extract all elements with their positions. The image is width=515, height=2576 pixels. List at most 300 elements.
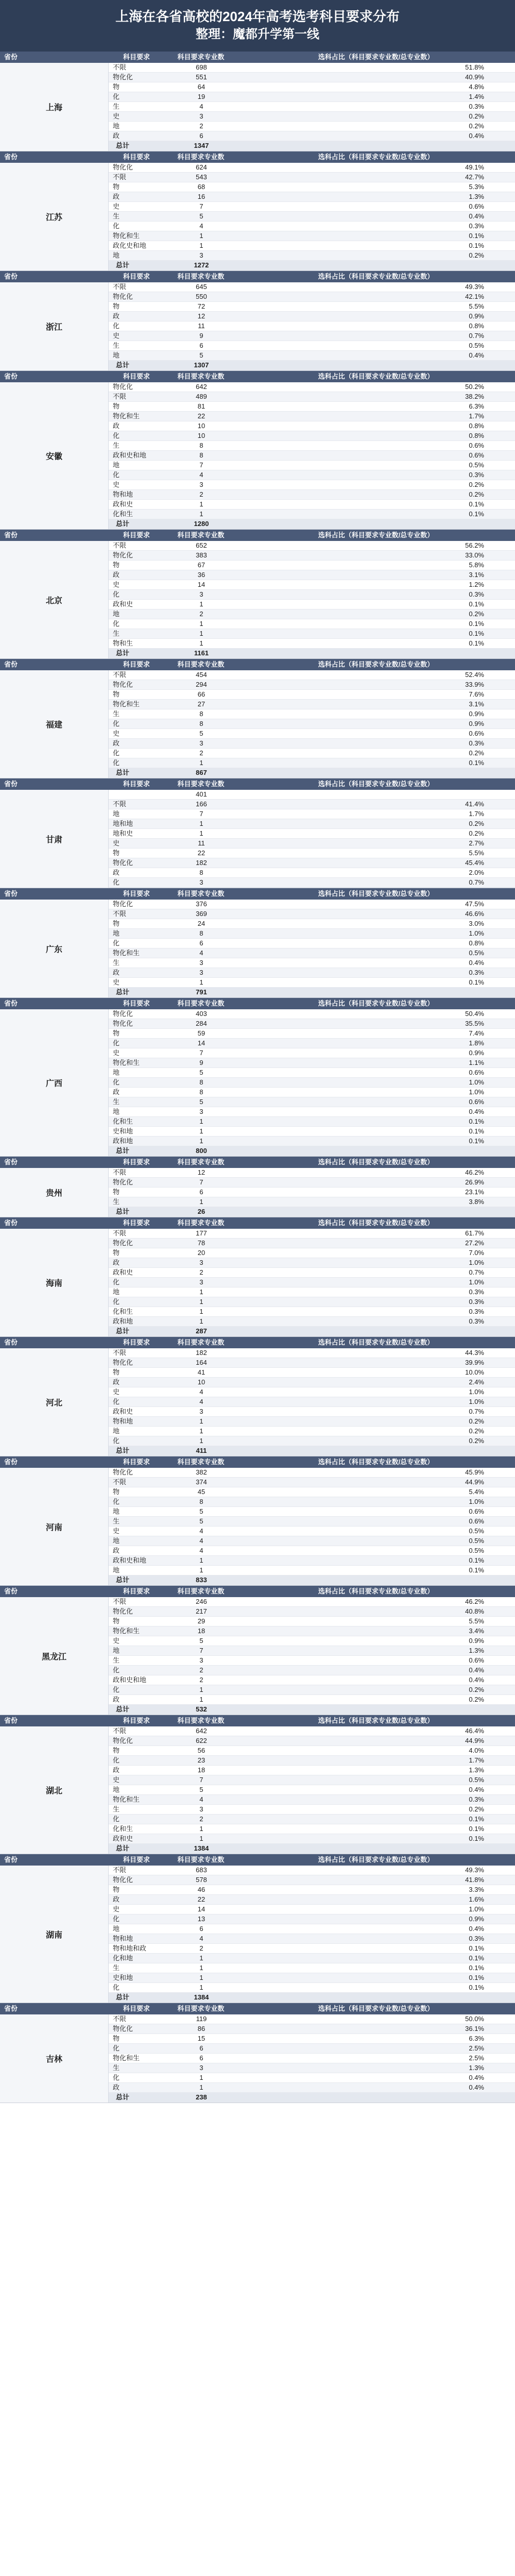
table-header-row [0, 271, 515, 282]
share-cell: 0.2% [469, 820, 484, 827]
requirement-cell: 史 [113, 481, 120, 488]
header-province: 省份 [4, 153, 18, 161]
requirement-cell: 化 [113, 1984, 120, 1991]
header-count: 科目要求专业数 [177, 1458, 225, 1466]
count-cell: 6 [199, 342, 203, 349]
share-cell: 0.1% [469, 1825, 484, 1833]
share-cell: 5.5% [469, 302, 484, 310]
header-requirement: 科目要求 [123, 1856, 150, 1863]
table-row [109, 570, 515, 580]
share-cell: 47.5% [465, 900, 484, 908]
requirement-cell: 物化化 [113, 1239, 133, 1247]
share-cell: 40.8% [465, 1607, 484, 1615]
table-row [109, 510, 515, 519]
header-share: 选科占比（科目要求专业数/总专业数） [318, 1856, 434, 1863]
count-cell: 19 [197, 93, 205, 100]
count-cell: 13 [197, 1915, 205, 1923]
total-share [237, 519, 515, 529]
requirement-cell: 化 [113, 1298, 120, 1306]
count-cell: 2 [199, 610, 203, 618]
province-section [0, 1337, 515, 1456]
requirement-cell: 物化和生 [113, 412, 140, 420]
requirement-cell: 地 [113, 1069, 120, 1076]
count-cell: 3 [199, 481, 203, 488]
count-cell: 4 [199, 1795, 203, 1803]
table-row [109, 1487, 515, 1497]
requirement-cell: 政和地 [113, 1137, 133, 1145]
requirement-cell: 物 [113, 1368, 120, 1376]
table-row [109, 312, 515, 321]
province-name: 黑龙江 [0, 1597, 109, 1715]
requirement-cell: 物 [113, 1747, 120, 1754]
table-row [109, 1536, 515, 1546]
header-requirement: 科目要求 [123, 531, 150, 539]
table-row [109, 1766, 515, 1775]
share-cell: 1.0% [469, 1905, 484, 1913]
share-cell: 3.1% [469, 700, 484, 708]
count-cell: 642 [196, 383, 207, 391]
header-province: 省份 [4, 1219, 18, 1227]
requirement-cell: 生 [113, 959, 120, 967]
table-header-row [0, 998, 515, 1009]
share-cell: 41.4% [465, 800, 484, 808]
header-count: 科目要求专业数 [177, 531, 225, 539]
table-row [109, 1626, 515, 1636]
total-label: 总计 [116, 261, 130, 269]
table-row [109, 302, 515, 312]
title-banner [0, 0, 515, 52]
province-name: 安徽 [0, 382, 109, 529]
share-cell: 0.3% [469, 1298, 484, 1306]
total-count: 867 [196, 769, 207, 776]
requirement-cell: 化 [113, 1278, 120, 1286]
requirement-cell: 生 [113, 103, 120, 110]
requirement-cell: 政和史 [113, 1408, 133, 1415]
count-cell: 27 [197, 700, 205, 708]
requirement-cell: 史 [113, 839, 120, 847]
requirement-cell: 化和生 [113, 510, 133, 518]
count-cell: 217 [196, 1607, 207, 1615]
requirement-cell: 政 [113, 1259, 120, 1266]
requirement-cell: 物化化 [113, 1178, 133, 1186]
table-row [109, 182, 515, 192]
requirement-cell: 地 [113, 461, 120, 469]
share-cell: 1.8% [469, 1039, 484, 1047]
requirement-cell: 物化和生 [113, 700, 140, 708]
count-cell: 2 [199, 1268, 203, 1276]
requirement-cell: 政和史 [113, 1268, 133, 1276]
table-row [109, 1058, 515, 1068]
table-row [109, 1527, 515, 1536]
share-cell: 52.4% [465, 671, 484, 679]
table-row [109, 1407, 515, 1417]
count-cell: 5 [199, 1069, 203, 1076]
share-cell: 40.9% [465, 73, 484, 81]
table-row [109, 700, 515, 709]
province-section [0, 659, 515, 778]
table-row [109, 1088, 515, 1097]
header-requirement: 科目要求 [123, 153, 150, 161]
total-count: 833 [196, 1576, 207, 1584]
total-row [109, 1705, 515, 1715]
requirement-cell: 地 [113, 1108, 120, 1115]
count-cell: 2 [199, 1815, 203, 1823]
table-row [109, 629, 515, 639]
share-cell: 0.6% [469, 202, 484, 210]
requirement-cell: 史 [113, 1388, 120, 1396]
requirement-cell: 生 [113, 630, 120, 637]
count-cell: 3 [199, 878, 203, 886]
table-row [109, 580, 515, 590]
requirement-cell: 生 [113, 212, 120, 220]
share-cell: 49.3% [465, 283, 484, 291]
table-row [109, 1775, 515, 1785]
share-cell: 0.4% [469, 959, 484, 967]
requirement-cell: 政 [113, 1378, 120, 1386]
table-row [109, 112, 515, 122]
total-count: 1347 [194, 142, 209, 149]
count-cell: 182 [196, 859, 207, 867]
table-row [109, 1756, 515, 1766]
header-share: 选科占比（科目要求专业数/总专业数） [318, 1338, 434, 1346]
total-row [109, 1446, 515, 1456]
header-count: 科目要求专业数 [177, 1219, 225, 1227]
share-cell: 36.1% [465, 2025, 484, 2032]
province-section [0, 1217, 515, 1337]
count-cell: 1 [199, 1825, 203, 1833]
requirement-cell: 物化化 [113, 551, 133, 559]
count-cell: 1 [199, 759, 203, 767]
header-requirement: 科目要求 [123, 999, 150, 1007]
requirement-cell: 化和生 [113, 1117, 133, 1125]
count-cell: 1 [199, 232, 203, 240]
share-cell: 0.5% [469, 342, 484, 349]
table-row [109, 480, 515, 490]
table-row [109, 382, 515, 392]
requirement-cell: 史和地 [113, 1974, 133, 1981]
count-cell: 622 [196, 1737, 207, 1744]
share-cell: 0.2% [469, 829, 484, 837]
count-cell: 11 [198, 839, 205, 847]
count-cell: 2 [199, 749, 203, 757]
count-cell: 8 [199, 1078, 203, 1086]
table-row [109, 82, 515, 92]
count-cell: 68 [197, 183, 205, 191]
count-cell: 624 [196, 163, 207, 171]
share-cell: 0.3% [469, 1288, 484, 1296]
share-cell: 0.1% [469, 232, 484, 240]
total-count: 1161 [194, 649, 209, 657]
table-row [109, 1607, 515, 1617]
total-share [237, 261, 515, 270]
total-share [237, 1207, 515, 1216]
header-requirement: 科目要求 [123, 2005, 150, 2012]
table-row [109, 958, 515, 968]
share-cell: 38.2% [465, 393, 484, 400]
share-cell: 1.7% [469, 810, 484, 818]
count-cell: 24 [197, 920, 205, 927]
province-section [0, 151, 515, 271]
share-cell: 46.2% [465, 1168, 484, 1176]
requirement-cell: 化 [113, 1039, 120, 1047]
count-cell: 1 [199, 1964, 203, 1972]
count-cell: 45 [197, 1488, 205, 1496]
count-cell: 1 [199, 1556, 203, 1564]
header-share: 选科占比（科目要求专业数/总专业数） [318, 1219, 434, 1227]
requirement-cell: 政 [113, 739, 120, 747]
requirement-cell: 化 [113, 432, 120, 439]
requirement-cell: 生 [113, 342, 120, 349]
share-cell: 0.1% [469, 1964, 484, 1972]
table-row [109, 292, 515, 302]
requirement-cell: 政 [113, 1895, 120, 1903]
share-cell: 0.1% [469, 1556, 484, 1564]
requirement-cell: 化 [113, 1756, 120, 1764]
province-name: 吉林 [0, 2014, 109, 2103]
table-row [109, 1358, 515, 1368]
share-cell: 1.0% [469, 1278, 484, 1286]
share-cell: 23.1% [465, 1188, 484, 1196]
header-count: 科目要求专业数 [177, 1338, 225, 1346]
table-row [109, 1726, 515, 1736]
total-row [109, 361, 515, 370]
share-cell: 0.5% [469, 1776, 484, 1784]
share-cell: 10.0% [465, 1368, 484, 1376]
requirement-cell: 地 [113, 810, 120, 818]
count-cell: 8 [199, 869, 203, 876]
count-cell: 8 [199, 442, 203, 449]
requirement-cell: 政 [113, 1766, 120, 1774]
total-share [237, 1575, 515, 1585]
table-row [109, 1239, 515, 1248]
share-cell: 0.4% [469, 351, 484, 359]
count-cell: 642 [196, 1727, 207, 1735]
total-label: 总计 [116, 1327, 130, 1335]
share-cell: 0.4% [469, 2074, 484, 2081]
header-share: 选科占比（科目要求专业数/总专业数） [318, 660, 434, 668]
count-cell: 5 [199, 1098, 203, 1106]
share-cell: 0.2% [469, 1805, 484, 1813]
table-row [109, 431, 515, 441]
share-cell: 33.9% [465, 681, 484, 688]
requirement-cell: 政和史 [113, 500, 133, 508]
requirement-cell: 化和生 [113, 1825, 133, 1833]
count-cell: 1 [199, 620, 203, 628]
count-cell: 6 [199, 939, 203, 947]
table-row [109, 2044, 515, 2054]
header-count: 科目要求专业数 [177, 53, 225, 61]
requirement-cell: 地和地 [113, 820, 133, 827]
count-cell: 14 [197, 1905, 205, 1913]
total-count: 1384 [194, 1844, 209, 1852]
share-cell: 3.4% [469, 1627, 484, 1635]
table-header-row [0, 2003, 515, 2014]
table-header-row [0, 659, 515, 670]
share-cell: 1.0% [469, 1398, 484, 1405]
requirement-cell: 化和生 [113, 1308, 133, 1315]
share-cell: 0.4% [469, 1786, 484, 1793]
header-share: 选科占比（科目要求专业数/总专业数） [318, 53, 434, 61]
requirement-cell: 化 [113, 1498, 120, 1505]
count-cell: 5 [199, 1786, 203, 1793]
count-cell: 22 [197, 1895, 205, 1903]
requirement-cell: 化 [113, 590, 120, 598]
count-cell: 8 [199, 451, 203, 459]
table-header-row [0, 371, 515, 382]
table-row [109, 63, 515, 73]
share-cell: 0.1% [469, 620, 484, 628]
share-cell: 45.4% [465, 859, 484, 867]
header-count: 科目要求专业数 [177, 660, 225, 668]
table-row [109, 809, 515, 819]
requirement-cell: 化 [113, 1398, 120, 1405]
share-cell: 0.8% [469, 432, 484, 439]
count-cell: 4 [199, 1398, 203, 1405]
share-cell: 2.5% [469, 2044, 484, 2052]
count-cell: 1 [199, 630, 203, 637]
count-cell: 4 [199, 1935, 203, 1942]
total-label: 总计 [116, 1844, 130, 1852]
count-cell: 81 [197, 402, 205, 410]
requirement-cell: 化 [113, 93, 120, 100]
share-cell: 0.6% [469, 730, 484, 737]
table-row [109, 1934, 515, 1944]
count-cell: 1 [199, 1417, 203, 1425]
count-cell: 1 [199, 1566, 203, 1574]
requirement-cell: 化 [113, 222, 120, 230]
count-cell: 10 [197, 422, 205, 430]
table-row [109, 1307, 515, 1317]
header-requirement: 科目要求 [123, 1219, 150, 1227]
table-row [109, 1137, 515, 1146]
province-section [0, 1715, 515, 1854]
share-cell: 42.1% [465, 293, 484, 300]
requirement-cell: 不限 [113, 1349, 127, 1357]
count-cell: 8 [199, 1498, 203, 1505]
total-label: 总计 [116, 1208, 130, 1215]
table-row [109, 1107, 515, 1117]
requirement-cell: 物化化 [113, 1359, 133, 1366]
total-label: 总计 [116, 1147, 130, 1155]
count-cell: 1 [199, 1427, 203, 1435]
total-count: 1307 [194, 361, 209, 369]
count-cell: 7 [199, 1049, 203, 1057]
count-cell: 294 [196, 681, 207, 688]
count-cell: 551 [196, 73, 207, 81]
count-cell: 5 [199, 1507, 203, 1515]
count-cell: 3 [199, 959, 203, 967]
header-share: 选科占比（科目要求专业数/总专业数） [318, 1458, 434, 1466]
share-cell: 3.8% [469, 1198, 484, 1206]
count-cell: 2 [199, 1944, 203, 1952]
count-cell: 2 [199, 122, 203, 130]
header-province: 省份 [4, 890, 18, 897]
count-cell: 5 [199, 212, 203, 220]
share-cell: 0.1% [469, 759, 484, 767]
requirement-cell: 物化和生 [113, 1627, 140, 1635]
table-row [109, 1675, 515, 1685]
share-cell: 0.1% [469, 1815, 484, 1823]
header-province: 省份 [4, 1338, 18, 1346]
share-cell: 44.9% [465, 1737, 484, 1744]
total-share [237, 1844, 515, 1853]
province-tables [0, 52, 515, 2103]
total-count: 791 [196, 988, 207, 996]
header-requirement: 科目要求 [123, 53, 150, 61]
share-cell: 0.4% [469, 212, 484, 220]
share-cell: 0.1% [469, 1127, 484, 1135]
header-count: 科目要求专业数 [177, 2005, 225, 2012]
table-row [109, 1348, 515, 1358]
count-cell: 22 [197, 849, 205, 857]
count-cell: 15 [197, 2035, 205, 2042]
requirement-cell: 化 [113, 1078, 120, 1086]
table-row [109, 1954, 515, 1963]
header-requirement: 科目要求 [123, 660, 150, 668]
count-cell: 1 [199, 820, 203, 827]
share-cell: 1.7% [469, 412, 484, 420]
table-row [109, 241, 515, 251]
total-row [109, 141, 515, 151]
requirement-cell: 物化和生 [113, 232, 140, 240]
count-cell: 1 [199, 978, 203, 986]
count-cell: 7 [199, 810, 203, 818]
requirement-cell: 化 [113, 322, 120, 330]
count-cell: 1 [199, 500, 203, 508]
table-row [109, 212, 515, 222]
requirement-cell: 不限 [113, 393, 127, 400]
count-cell: 3 [199, 969, 203, 976]
count-cell: 1 [199, 1835, 203, 1842]
requirement-cell: 史和地 [113, 1127, 133, 1135]
requirement-cell: 政 [113, 869, 120, 876]
table-row [109, 729, 515, 739]
header-count: 科目要求专业数 [177, 1856, 225, 1863]
requirement-cell: 生 [113, 1656, 120, 1664]
requirement-cell: 物化和生 [113, 949, 140, 957]
requirement-cell: 地 [113, 122, 120, 130]
table-row [109, 1478, 515, 1487]
table-row [109, 919, 515, 929]
share-cell: 1.4% [469, 93, 484, 100]
requirement-cell: 不限 [113, 283, 127, 291]
header-count: 科目要求专业数 [177, 780, 225, 788]
requirement-cell: 物化化 [113, 1607, 133, 1615]
table-row [109, 321, 515, 331]
total-count: 1280 [194, 520, 209, 528]
table-row [109, 2014, 515, 2024]
share-cell: 0.1% [469, 1117, 484, 1125]
share-cell: 0.1% [469, 600, 484, 608]
share-cell: 1.3% [469, 193, 484, 200]
requirement-cell: 物和地和政 [113, 1944, 147, 1952]
requirement-cell: 史 [113, 1049, 120, 1057]
count-cell: 22 [197, 412, 205, 420]
requirement-cell: 物化化 [113, 73, 133, 81]
requirement-cell: 化 [113, 749, 120, 757]
share-cell: 0.1% [469, 639, 484, 647]
table-row [109, 948, 515, 958]
header-count: 科目要求专业数 [177, 1158, 225, 1166]
requirement-cell: 化 [113, 1666, 120, 1674]
header-share: 选科占比（科目要求专业数/总专业数） [318, 1587, 434, 1595]
share-cell: 5.5% [469, 849, 484, 857]
province-section [0, 2003, 515, 2103]
header-count: 科目要求专业数 [177, 890, 225, 897]
requirement-cell: 物 [113, 849, 120, 857]
count-cell: 2 [199, 1676, 203, 1684]
count-cell: 578 [196, 1876, 207, 1884]
